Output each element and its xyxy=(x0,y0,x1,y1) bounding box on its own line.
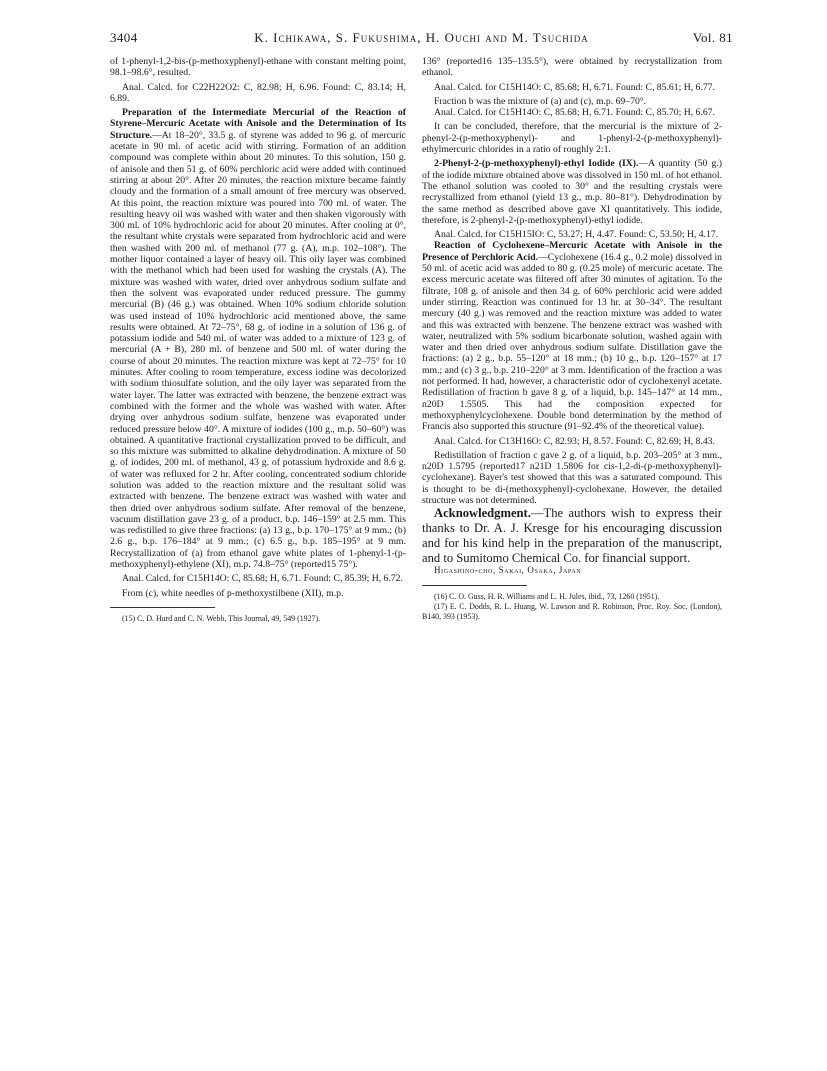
section-paragraph xyxy=(422,158,722,226)
paragraph: From (c), white needles of p-methoxystilbene (XII), m.p. xyxy=(122,587,344,599)
analysis-line: Anal. Calcd. for C13H16O: C, 82.93; H, 8.57. Found: C, 82.69; H, 8.43. xyxy=(434,435,715,447)
section-paragraph xyxy=(422,240,722,432)
analysis-line: Anal. Calcd. for C15H14O: C, 85.68; H, 6.71. Found: C, 85.61; H, 6.77. xyxy=(434,81,715,93)
footnote-rule xyxy=(422,585,527,586)
acknowledgment-body: —The authors wish to express their thanks to Dr. A. J. Kresge for his encouraging discussion and for his kind help in the preparation of the manuscript, and to Sumitomo Chemical Co. for financial support. xyxy=(422,506,722,565)
analysis-line: Anal. Calcd. for C22H22O2: C, 82.98; H, 6.96. Found: C, 83.14; H, 6.89. xyxy=(110,81,406,104)
section-heading: Preparation of the Intermediate Mercurial of the Reaction of Styrene–Mercuric Acetate with Anisole and the Determination of Its Structure. xyxy=(110,107,406,141)
analysis-line: Anal. Calcd. for C15H14O: C, 85.68; H, 6.71. Found: C, 85.39; H, 6.72. xyxy=(122,573,403,585)
section-body: —A quantity (50 g.) of the iodide mixture obtained above was dissolved in 150 ml. of hot ethanol. The ethanol solution was cooled to 30° and the resulting crystals were recrystallized from ethanol (yield 13 g., m.p. 80–81°). Dehydrodination by the same method as described above gave XI quantitatively. This iodide, therefore, is 2-phenyl-2-(p-methoxyphenyl)-ethyl iodide. xyxy=(422,158,722,226)
volume-label: Vol. 81 xyxy=(692,30,733,45)
section-heading: 2-Phenyl-2-(p-methoxyphenyl)-ethyl Iodide (IX). xyxy=(434,158,639,170)
footnote-rule xyxy=(110,607,215,608)
paragraph: It can be concluded, therefore, that the mercurial is the mixture of 2-phenyl-2-(p-methoxyphenyl)- and 1-phenyl-2-(p-methoxyphenyl)-ethylmercuric chlorides in a ratio of roughly 2:1. xyxy=(422,121,722,156)
footnote: (15) C. D. Hurd and C. N. Webb, This Journal, 49, 549 (1927). xyxy=(122,613,321,623)
section-heading: Reaction of Cyclohexene–Mercuric Acetate with Anisole in the Presence of Perchloric Acid. xyxy=(422,240,722,263)
acknowledgment xyxy=(422,506,722,565)
left-column xyxy=(110,56,406,624)
paragraph: of 1-phenyl-1,2-bis-(p-methoxyphenyl)-ethane with constant melting point, 98.1–98.6°, resulted. xyxy=(110,56,406,79)
paragraph: Fraction b was the mixture of (a) and (c), m.p. 69–70°. xyxy=(434,95,647,107)
page-number: 3404 xyxy=(110,30,138,45)
section-body: —At 18–20°, 33.5 g. of styrene was added to 96 g. of mercuric acetate in 90 ml. of acetic acid with stirring. Formation of an addition compound was complete within about 20 minutes. To this solution, 150 g. of anisole and then 51 g. of 60% perchloric acid were added with continued stirring at about 20°. After 20 minutes, the reaction mixture became faintly cloudy and the formation of a small amount of free mercury was observed. At this point, the reaction mixture was poured into 700 ml. of water. The resulting heavy oil was washed with water and then shaken vigorously with 300 ml. of 10% hydrochloric acid for about 20 minutes. After cooling at 0°, the resultant white crystals were separated from hydrochloric acid and were then washed with 200 ml. of methanol (77 g. (A), m.p. 102–108°). The mother liquor contained a layer of heavy oil. This oily layer was combined with the methanol which had been used for washing the crystals (A). The mixture was washed with water, dried over anhydrous sodium sulfate and then the solvent was evaporated under reduced pressure. The gummy mercurial (B) (46 g.) was obtained. When 10% sodium chloride solution was used instead of 10% hydrochloric acid mentioned above, the same results were obtained. At 72–75°, 68 g. of iodine in a solution of 136 g. of potassium iodide and 540 ml. of water was added to a mixture of 123 g. of mercurial (A + B), 280 ml. of benzene and 500 ml. of water during the course of about 20 minutes. The reaction mixture was kept at 72–75° for 10 minutes. After cooling to room temperature, excess iodine was decolorized with sodium thiosulfate solution, and the oily layer was separated from the water layer. The latter was extracted with benzene, the benzene extract was combined with the former and the whole was washed with water. After drying over anhydrous sodium sulfate, benzene was evaporated under reduced pressure below 40°. A mixture of iodides (100 g., m.p. 50–60°) was obtained. A quantitative fractional crystallization proved to be difficult, and so this mixture was submitted to alkaline dehydrodination. A mixture of 50 g. of iodides, 200 ml. of methanol, 43 g. of potassium hydroxide and 8.6 g. of water was refluxed for 2 hr. After cooling, concentrated sodium chloride solution was added to the reaction mixture and the resultant solid was extracted with benzene. The benzene extract was washed with water and then dried over anhydrous sodium sulfate. After removal of the benzene, vacuum distillation gave 23 g. of a product, b.p. 146–159° at 2.5 mm. This was redistilled to give three fractions: (a) 13 g., b.p. 170–175° at 9 mm.; (b) 2.6 g., b.p. 176–184° at 9 mm.; (c) 6.5 g., b.p. 185–195° at 9 mm. Recrystallization of (a) from ethanol gave white plates of 1-phenyl-1-(p-methoxyphenyl)-ethylene (XI), m.p. 74.8–75° (reported15 75°). xyxy=(110,129,406,571)
analysis-line: Anal. Calcd. for C15H14O: C, 85.68; H, 6.71. Found: C, 85.70; H, 6.67. xyxy=(434,107,715,119)
running-header xyxy=(110,30,733,50)
footnote: (17) E. C. Dodds, R. L. Huang, W. Lawson and R. Robinson, Proc. Roy. Soc. (London), B140, 393 (1953). xyxy=(422,601,722,621)
paragraph: Redistillation of fraction c gave 2 g. of a liquid, b.p. 203–205° at 3 mm., n20D 1.5795 (reported17 n21D 1.5806 for cis-1,2-di-(p-methoxyphenyl)-cyclohexane). Bayer's test showed that this was a saturated compound. This is thought to be di-(methoxyphenyl)-cyclohexane. However, the detailed structure was not determined. xyxy=(422,449,722,506)
right-column xyxy=(422,56,722,622)
acknowledgment-heading: Acknowledgment. xyxy=(434,506,531,521)
analysis-line: Anal. Calcd. for C15H15IO: C, 53.27; H, 4.47. Found: C, 53.50; H, 4.17. xyxy=(434,229,719,241)
section-paragraph xyxy=(110,107,406,570)
institution-location: Higashino-cho, Sakai, Osaka, Japan xyxy=(434,565,582,576)
footnote: (16) C. O. Guss, H. R. Williams and L. H. Jules, ibid., 73, 1260 (1951). xyxy=(434,591,660,601)
paragraph: 136° (reported16 135–135.5°), were obtained by recrystallization from ethanol. xyxy=(422,56,722,79)
section-body: —Cyclohexene (16.4 g., 0.2 mole) dissolved in 50 ml. of acetic acid was added to 80 g. (0.25 mole) of mercuric acetate. The excess mercuric acetate was filtered off after 30 minutes of agitation. To the filtrate, 108 g. of anisole and then 34 g. of 60% perchloric acid were added under stirring. Reaction was continued for 13 hr. at 30–34°. The resultant mercury (40 g.) was removed and the reaction mixture was added to water and this was extracted with benzene. The benzene extract was washed with water, neutralized with 5% sodium bicarbonate solution, washed again with water and then dried over anhydrous sodium sulfate. Distillation gave the fractions: (a) 2 g., b.p. 55–120° at 18 mm.; (b) 10 g., b.p. 120–157° at 17 mm.; and (c) 3 g., b.p. 210–220° at 3 mm. Identification of the fraction a was not performed. It had, however, a characteristic odor of cyclohexenyl acetate. Redistillation of fraction b gave 8 g. of a liquid, b.p. 145–147° at 14 mm., n20D 1.5505. This had the composition expected for methoxyphenylcyclohexene. Double bond determination by the method of Francis also supported this structure (91–92.4% of the theoretical value). xyxy=(422,251,723,433)
running-head-authors: K. Ichikawa, S. Fukushima, H. Ouchi and M. Tsuchida xyxy=(254,30,589,45)
